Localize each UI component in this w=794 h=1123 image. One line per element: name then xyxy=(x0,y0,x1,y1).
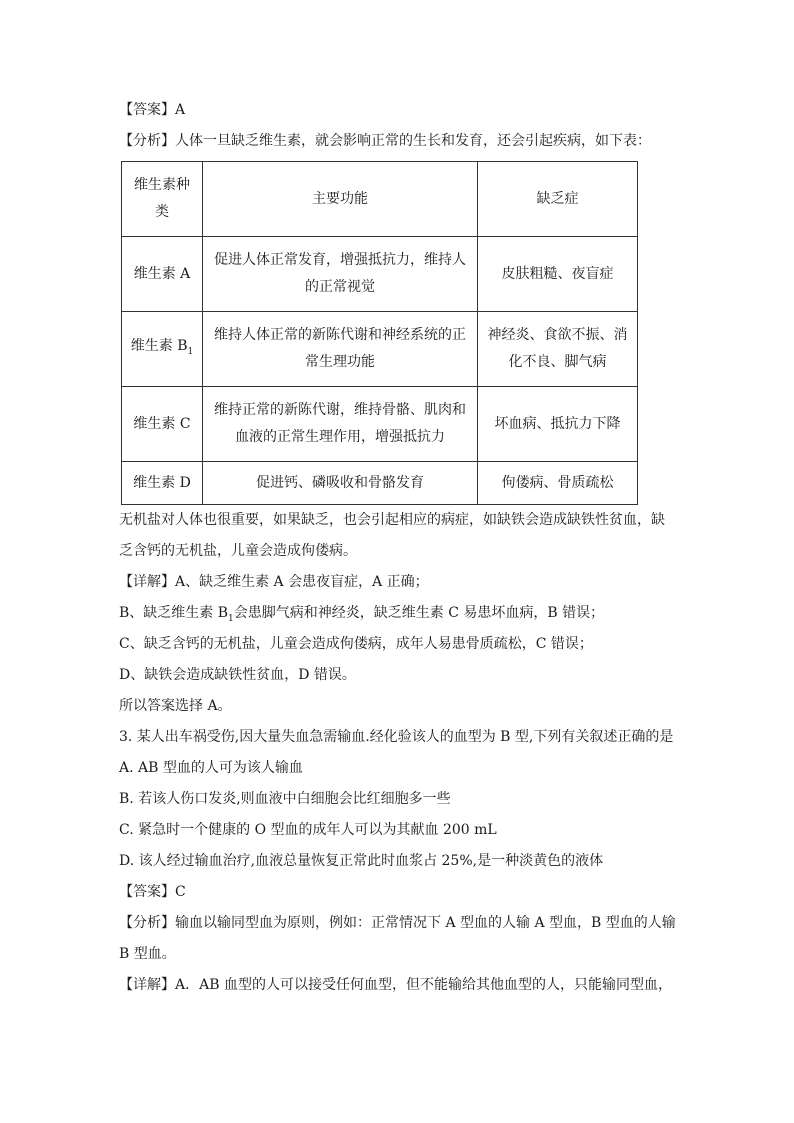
vitamin-function: 促进钙、磷吸收和骨骼发育 xyxy=(203,462,478,505)
vitamin-name: 维生素 C xyxy=(122,387,203,462)
table-row xyxy=(122,312,638,387)
vitamin-name: 维生素 D xyxy=(122,462,203,505)
vitamin-deficiency: 佝偻病、骨质疏松 xyxy=(478,462,638,505)
vitamin-function: 维持正常的新陈代谢，维持骨骼、肌肉和 血液的正常生理作用，增强抵抗力 xyxy=(203,387,478,462)
question-3: 3. 某人出车祸受伤,因大量失血急需输血.经化验该人的血型为 B 型,下列有关叙述正确的是 xyxy=(119,729,674,745)
conclusion-line: 所以答案选择 A。 xyxy=(119,698,232,714)
detail-line-b: B、缺乏维生素 $B_1$会患脚气病和神经炎，缺乏维生素 C 易患坏血病，B 错误； xyxy=(119,605,605,624)
document-page xyxy=(119,95,679,1001)
header-main-function: 主要功能 xyxy=(203,162,478,237)
vitamin-function: 维持人体正常的新陈代谢和神经系统的正 常生理功能 xyxy=(203,312,478,387)
detail-line-q3: 【详解】A．AB 血型的人可以接受任何血型，但不能输给其他血型的人，只能输同型血， xyxy=(119,977,672,993)
option-c: C. 紧急时一个健康的 O 型血的成年人可以为其献血 200 mL xyxy=(119,822,497,838)
table-row xyxy=(122,237,638,312)
vitamin-function: 促进人体正常发育，增强抵抗力，维持人 的正常视觉 xyxy=(203,237,478,312)
vitamin-name: 维生素 $B_1$ xyxy=(122,312,203,387)
vitamin-deficiency: 坏血病、抵抗力下降 xyxy=(478,387,638,462)
detail-line-c: C、缺乏含钙的无机盐，儿童会造成佝偻病，成年人易患骨质疏松，C 错误； xyxy=(119,636,593,652)
detail-line-d: D、缺铁会造成缺铁性贫血，D 错误。 xyxy=(119,667,356,683)
table-row xyxy=(122,462,638,505)
header-deficiency: 缺乏症 xyxy=(478,162,638,237)
option-d: D. 该人经过输血治疗,血液总量恢复正常此时血浆占 25%,是一种淡黄色的液体 xyxy=(119,853,604,869)
analysis-line-2b: B 型血。 xyxy=(119,946,176,962)
table-row xyxy=(122,387,638,462)
option-b: B. 若该人伤口发炎,则血液中白细胞会比红细胞多一些 xyxy=(119,791,451,807)
analysis-line-2a: 【分析】输血以输同型血为原则，例如：正常情况下 A 型血的人输 A 型血，B 型血的人输 xyxy=(119,915,676,931)
salt-paragraph-line-1: 无机盐对人体也很重要，如果缺乏，也会引起相应的病症，如缺铁会造成缺铁性贫血，缺 xyxy=(119,512,665,528)
vitamin-deficiency: 皮肤粗糙、夜盲症 xyxy=(478,237,638,312)
answer-line: 【答案】A xyxy=(119,102,186,118)
vitamin-deficiency: 神经炎、食欲不振、消 化不良、脚气病 xyxy=(478,312,638,387)
header-vitamin-type: 维生素种类 xyxy=(122,162,203,237)
analysis-line: 【分析】人体一旦缺乏维生素，就会影响正常的生长和发育，还会引起疾病，如下表： xyxy=(119,133,651,149)
salt-paragraph-line-2: 乏含钙的无机盐，儿童会造成佝偻病。 xyxy=(119,543,357,559)
vitamin-table xyxy=(121,161,638,505)
table-header-row xyxy=(122,162,638,237)
detail-line-a: 【详解】A、缺乏维生素 A 会患夜盲症，A 正确； xyxy=(119,574,429,590)
vitamin-name: 维生素 A xyxy=(122,237,203,312)
answer-line-2: 【答案】C xyxy=(119,884,186,900)
option-a: A. AB 型血的人可为该人输血 xyxy=(119,760,303,776)
